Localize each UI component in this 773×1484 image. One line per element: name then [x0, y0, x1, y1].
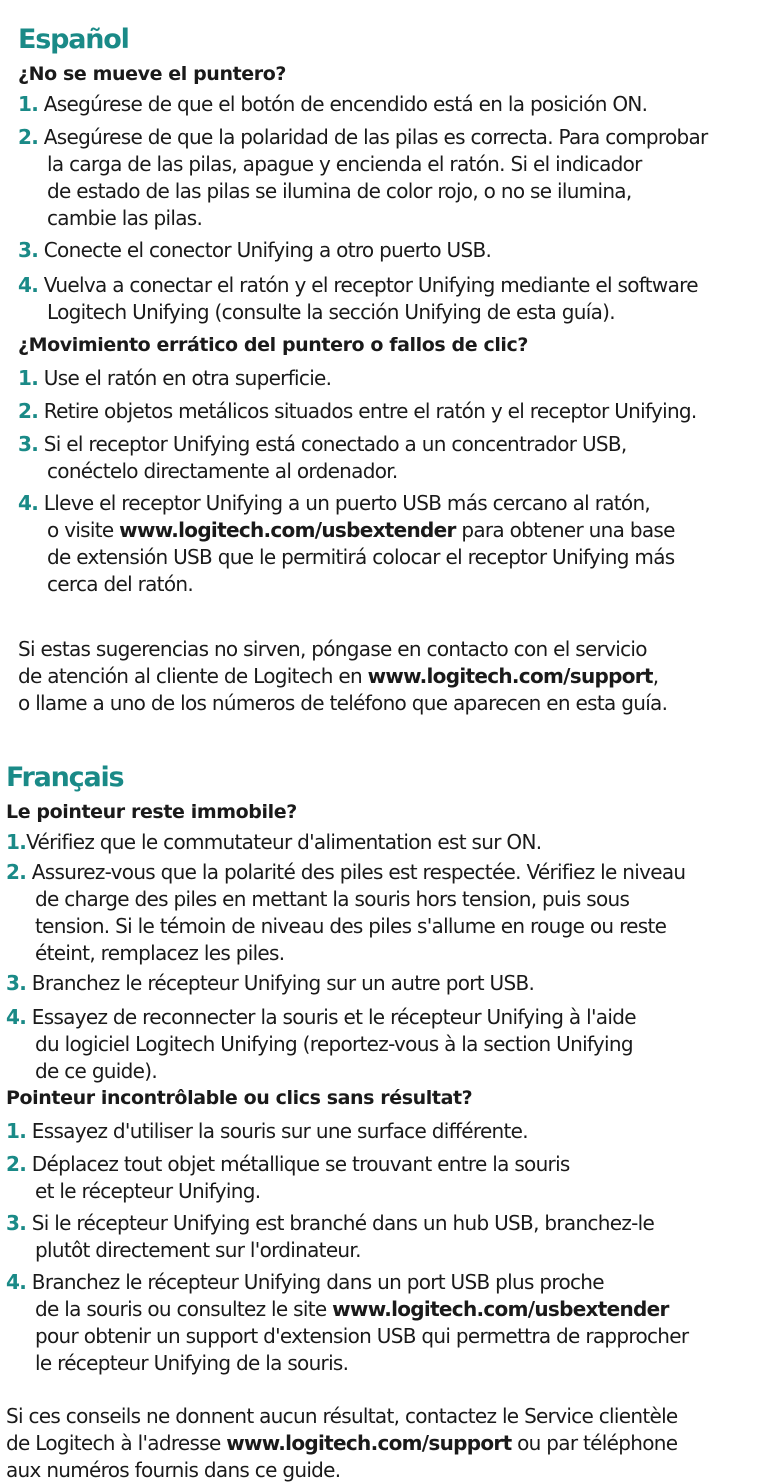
- list-item: 4. Lleve el receptor Unifying a un puerto USB más cercano al ratón, o visite www.logitech.com/usbextender para obtener una base de extensión USB que le permitirá colocar el receptor Unifying más cerca del ratón.: [18, 491, 675, 596]
- section-title-french: Français: [6, 762, 124, 793]
- list-item: 2. Asegúrese de que la polaridad de las pilas es correcta. Para comprobar la carga de las pilas, apague y encienda el ratón. Si el indicador de estado de las pilas se ilumina de color rojo, o no se ilumina, cambie las pilas.: [18, 125, 708, 230]
- section-title-spanish: Español: [18, 24, 129, 55]
- list-item: 1. Use el ratón en otra superficie.: [18, 366, 332, 390]
- list-item: 2. Retire objetos metálicos situados entre el ratón y el receptor Unifying.: [18, 399, 697, 423]
- list-item: 2. Assurez-vous que la polarité des piles est respectée. Vérifiez le niveau de charge des piles en mettant la souris hors tension, puis sous tension. Si le témoin de niveau des piles s'allume en rouge ou reste éteint, remplacez les piles.: [6, 860, 686, 965]
- list-item: 3. Branchez le récepteur Unifying sur un autre port USB.: [6, 971, 535, 995]
- support-link[interactable]: www.logitech.com/support: [367, 664, 653, 688]
- question-erratic-pointer: ¿Movimiento errático del puntero o fallos de clic?: [18, 334, 529, 356]
- list-item: 2. Déplacez tout objet métallique se trouvant entre la souris et le récepteur Unifying.: [6, 1152, 570, 1203]
- usbextender-link[interactable]: www.logitech.com/usbextender: [119, 518, 456, 542]
- contact-paragraph: Si ces conseils ne donnent aucun résultat, contactez le Service clientèle de Logitech à l'adresse www.logitech.com/support ou par téléphone aux numéros fournis dans ce guide.: [6, 1404, 678, 1482]
- question-pointer-immobile: Le pointeur reste immobile?: [6, 801, 297, 823]
- list-item: 4. Vuelva a conectar el ratón y el receptor Unifying mediante el software Logitech Unifying (consulte la sección Unifying de esta guía).: [18, 273, 698, 324]
- list-item: 3. Si le récepteur Unifying est branché dans un hub USB, branchez-le plutôt directement sur l'ordinateur.: [6, 1211, 655, 1262]
- list-item: 1.Vérifiez que le commutateur d'alimentation est sur ON.: [6, 830, 542, 854]
- support-link[interactable]: www.logitech.com/support: [226, 1431, 512, 1455]
- list-item: 4. Branchez le récepteur Unifying dans un port USB plus proche de la souris ou consultez le site www.logitech.com/usbextender pour obtenir un support d'extension USB qui permettra de rapprocher le récepteur Unifying de la souris.: [6, 1270, 689, 1375]
- list-item: 1. Asegúrese de que el botón de encendido está en la posición ON.: [18, 92, 648, 116]
- list-item: 1. Essayez d'utiliser la souris sur une surface différente.: [6, 1119, 528, 1143]
- list-item: 3. Si el receptor Unifying está conectado a un concentrador USB, conéctelo directamente al ordenador.: [18, 432, 627, 483]
- question-uncontrollable-pointer: Pointeur incontrôlable ou clics sans résultat?: [6, 1087, 473, 1109]
- question-pointer-not-moving: ¿No se mueve el puntero?: [18, 63, 286, 85]
- list-item: 3. Conecte el conector Unifying a otro puerto USB.: [18, 238, 492, 262]
- contact-paragraph: Si estas sugerencias no sirven, póngase en contacto con el servicio de atención al cliente de Logitech en www.logitech.com/support, o llame a uno de los números de teléfono que aparecen en esta guía.: [18, 637, 668, 715]
- usbextender-link[interactable]: www.logitech.com/usbextender: [332, 1297, 669, 1321]
- list-item: 4. Essayez de reconnecter la souris et le récepteur Unifying à l'aide du logiciel Logitech Unifying (reportez-vous à la section Unifying de ce guide).: [6, 1005, 636, 1083]
